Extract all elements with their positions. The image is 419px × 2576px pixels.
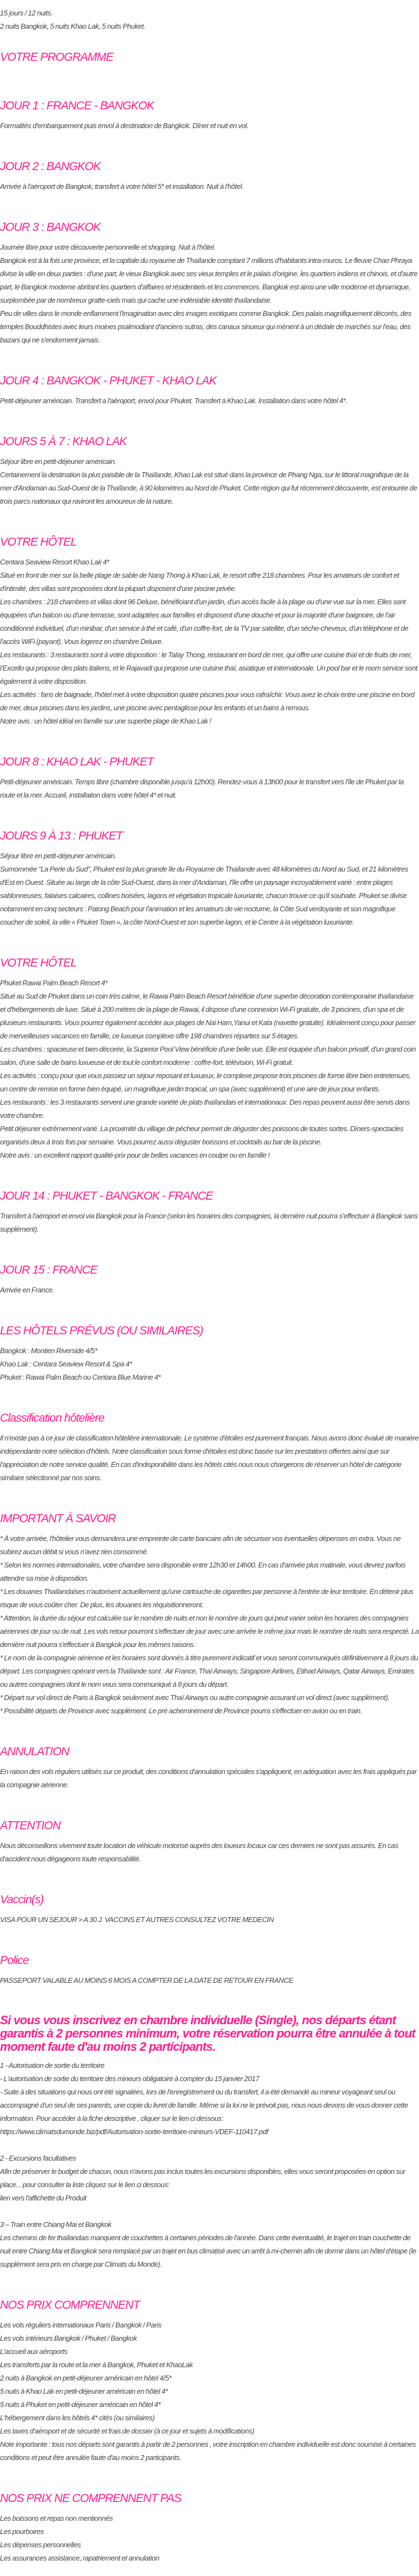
section-heading: IMPORTANT À SAVOIR: [0, 1512, 116, 1525]
section-paragraph: Les chambres : spacieuse et bien décorée, la Superior Pool View bénéficie d'une belle vue. Elle est équipée d'un balcon privatif, d'un grand coin salon, d'une salle de bains luxueuse et de tout le confort moderne : coffre-fort, télévision, Wi-Fi gratuit.: [0, 1045, 416, 1067]
paragraph-spacer: [0, 2205, 419, 2218]
section-heading: JOUR 1 : FRANCE - BANGKOK: [0, 99, 154, 112]
program-section: [0, 1744, 419, 1792]
section-heading: JOURS 9 À 13 : PHUKET: [0, 830, 123, 842]
program-section: [0, 2491, 419, 2565]
section-paragraph: Les assurances assistance, rapatriement et annulation: [0, 2554, 159, 2562]
section-paragraph: En raison des vols réguliers utilisés sur ce produit, des conditions d'annulation spéciales s'appliquent, en adéquation avec les frais appliqués par la compagnie aérienne.: [0, 1767, 417, 1789]
section-paragraph: Les activités : conçu pour que vous passiez un séjour reposant et luxueux, le complexe propose trois piscines de forme libre bien entretenues, un centre de remise en forme bien équipé, un magnifique jardin tropical, un spa (avec supplément) et une aire de jeux pour enfants.: [0, 1071, 411, 1093]
section-paragraph: Notre avis : un excellent rapport qualité-prix pour de belles vacances en coulpe ou en famille !: [0, 1151, 270, 1159]
section-paragraph: Bangkok : Montien Riverside 4/5*: [0, 1347, 97, 1355]
trip-duration: 15 jours / 12 nuits.: [0, 9, 53, 17]
section-paragraph: L'accueil aux aéroports: [0, 2347, 67, 2356]
section-paragraph: Peu de villes dans le monde enflamment l'imagination avec des images exotiques comme Bangkok. Des palais magnifiquement décorés, des temples Bouddhistes avec leurs moines psalmodiant d'anciens sutras, des canaux sinueux qui mènent à un dédale de marchés sur l'eau, des bazars qui ne s'endorment jamais.: [0, 309, 412, 344]
section-paragraph: 5 nuits à Khao Lak en petit-déjeuner américain en hôtel 4*: [0, 2387, 168, 2395]
trip-summary: [0, 7, 419, 33]
program-section: [0, 1511, 419, 1718]
section-heading: ATTENTION: [0, 1819, 61, 1832]
section-paragraph: - Suite à des situations qui nous ont été signalées, lors de l'enregistrement ou du transfert, il a été demandé au mineur voyageant seul ou accompagné d'un seul de ses parents, une copie du livret de famille. Même si la loi ne le prévoit pas, nous nous devons de vous donner cette information. Pour accéder à la fiche descriptive , cliquer sur le lien ci dessous:: [0, 2088, 408, 2123]
program-section: [0, 1189, 419, 1236]
section-paragraph: VISA POUR UN SEJOUR > A 30 J. VACCINS ET AUTRES CONSULTEZ VOTRE MEDECIN: [0, 1915, 274, 1924]
section-paragraph: Arrivée en France.: [0, 1286, 54, 1294]
section-heading: JOUR 15 : FRANCE: [0, 1264, 97, 1276]
section-paragraph: Note importante : tous nos départs sont garantis à partir de 2 personnes , votre inscription en chambre individuelle est donc soumise à certaines conditions et peut être annulée faute d'au moins 2 participants.: [0, 2440, 416, 2462]
program-section: [0, 1411, 419, 1485]
document-link[interactable]: https://www.climatsdumonde.biz/pdf/Autorisation-sortie-territoire-mineurs-VDEF-110417.pdf: [0, 2128, 268, 2136]
section-heading: Classification hôtelière: [0, 1412, 104, 1424]
section-paragraph: * Départ sur vol direct de Paris à Bangkok seulement avec Thaï Airways ou autre compagnie assurant un vol direct (avec supplément).: [0, 1693, 390, 1702]
program-section: [0, 98, 419, 133]
section-heading: VOTRE HÔTEL: [0, 957, 77, 969]
trip-nights: 2 nuits Bangkok, 5 nuits Khao Lak, 5 nuits Phuket.: [0, 22, 145, 30]
section-paragraph: Notre avis : un hôtel idéal en famille sur une superbe plage de Khao Lak !: [0, 717, 211, 725]
section-paragraph: - L'autorisation de sortie du territoire des mineurs obligatoire à compter du 15 janvier 2017: [0, 2074, 259, 2083]
section-paragraph: * Possibilité départs de Province avec supplément. Le pré acheminement de Province pourra s'effectuer en avion ou en train.: [0, 1707, 362, 1715]
program-section: [0, 828, 419, 929]
section-heading: JOURS 5 À 7 : KHAO LAK: [0, 435, 127, 448]
section-paragraph: Les boissons et repas non mentionnés: [0, 2514, 113, 2522]
section-paragraph: Afin de préserver le budget de chacun, nous n'avons pas inclus toutes les excursions disponibles, elles vous seront proposées en option sur place... pour consulter la liste cliquez sur le lien ci dessous:: [0, 2167, 406, 2189]
section-paragraph: Phuket Rawai Palm Beach Resort 4*: [0, 979, 108, 987]
program-sections: [0, 98, 419, 2565]
section-paragraph: Séjour libre en petit-déjeuner américain.: [0, 457, 117, 466]
section-heading: ANNULATION: [0, 1745, 69, 1758]
section-paragraph: Petit-déjeuner américain. Temps libre (chambre disponible jusqu'à 12h00). Rendez-vous à 13h00 pour le transfert vers l'île de Phuket par la route et la mer. Accueil, installation dans votre hôtel 4* et nuit.: [0, 778, 404, 799]
section-paragraph: Centara Seaview Resort Khao Lak 4*: [0, 558, 109, 566]
link-paragraph: [0, 2125, 419, 2139]
section-paragraph: Les transferts par la route et la mer à Bangkok, Phuket et KhaoLak: [0, 2361, 193, 2369]
section-paragraph: L'hébergement dans les hôtels 4* cités (ou similaires): [0, 2414, 155, 2422]
program-section: [0, 2014, 419, 2271]
section-paragraph: * Le nom de la compagnie aérienne et les horaires sont donnés à titre purement indicatif et vous seront communiqués définitivement à 8 jours du départ. Les compagnies opérant vers la Thaïlande sont : Air France, Thaï Airways, Singapore Airlines, Etihad Airways, Qatar Airways, Emirates ou autres compagnies dont le nom vous sera communiqué à 8 jours du départ.: [0, 1654, 418, 1688]
section-heading: JOUR 14 : PHUKET - BANGKOK - FRANCE: [0, 1190, 213, 1202]
section-paragraph: Petit déjeuner extrêmement varié. La proximité du village de pécheur permet de déguster des poissons de toutes sortes. Dïners-spectacles organisés deux à trois fois par semaine. Vous pourrez aussi déguster boissons et cocktails au bar de la piscine.: [0, 1125, 404, 1146]
section-paragraph: Situé au Sud de Phuket dans un coin très calme, le Rawai Palm Beach Resort bénéficie d'une superbe décoration contemporaine thaïlandaise et d'hébergements de luxe. Situé à 200 mètres de la plage de Rawai, il dispose d'une connexion Wi-Fi gratuite, de 3 piscines, d'un spa et de plusieurs restaurants. Vous pourrez également accéder aux plages de Nai Harn,Yanui et Kata (navette gratuite). Idéalement conçu pour passer de merveilleuses vacances en famille, ce luxueux complexe offre 198 chambres réparties sur 5 étages.: [0, 992, 416, 1040]
program-section: [0, 1263, 419, 1297]
paragraph-spacer: [0, 2139, 419, 2152]
program-section: [0, 1818, 419, 1866]
section-paragraph: 3 – Train entre Chiang Mai et Bangkok: [0, 2220, 112, 2229]
section-paragraph: Les vols intérieurs Bangkok / Phuket / Bangkok: [0, 2334, 137, 2342]
section-paragraph: * Les douanes Thaïlandaises n'autorisent actuellement qu'une cartouche de cigarettes par personne à l'entrée de leur territoire. En détenir plus risque de vous coûter cher. De plus, les douanes les réquisitionneront.: [0, 1587, 413, 1609]
program-title: VOTRE PROGRAMME: [0, 51, 113, 64]
section-paragraph: 2 nuits à Bangkok en petit-déjeuner américain en hôtel 4/5*: [0, 2374, 172, 2382]
section-paragraph: Les dépenses personnelles: [0, 2541, 81, 2549]
program-section: [0, 220, 419, 347]
section-paragraph: Petit-déjeuner américain. Transfert a l'aéroport, envol pour Phuket. Transfert à Khao Lak. Installation dans votre hôtel 4*.: [0, 397, 348, 405]
section-heading: JOUR 8 : KHAO LAK - PHUKET: [0, 756, 154, 768]
program-section: [0, 373, 419, 408]
section-heading: Si vous vous inscrivez en chambre individuelle (Single), nos départs étant garantis à 2 personnes minimum, votre réservation pourra être annulée à tout moment faute d'au moins 2 participants.: [0, 2013, 415, 2054]
program-section: [0, 434, 419, 508]
section-paragraph: Phuket : Rawai Palm Beach ou Centara Blue Marine 4*: [0, 1373, 161, 1381]
section-paragraph: Situé en front de mer sur la belle plage de sable de Nang Thong à Khao Lak, le resort offre 218 chambres. Pour les amateurs de confort et d'intimité, des villas sont proposées dont la plupart disposent d'une piscine privée.: [0, 571, 399, 593]
section-paragraph: Certainement la destination la plus paisible de la Thaïlande, Khao Lak est situé dans la province de Phang Nga, sur le littoral magnifique de la mer d'Andaman au Sud-Ouest de la Thaïlande, à 90 kilomètres au Nord de Phuket. Cette région qui fut récemment découverte, est entourée de trois parcs nationaux qui raviront les amoureux de la nature.: [0, 471, 417, 505]
section-paragraph: Les chambres : 218 chambres et villas dont 96 Deluxe, bénéficiant d'un jardin, d'un accès facile à la plage ou d'une vue sur la mer. Elles sont équipées d'un balcon ou d'une terrasse, sont adaptées aux familles et disposent d'une douche et pour la majorité d'une baignoire, de l'air conditionné individuel, d'un minibar, d'un service à thé et café, d'un coffre-fort, de la TV par satellite, d'un sèche-cheveux, d'un téléphone et de l'accès WiFi (payant). Vous logerez en chambre Deluxe.: [0, 598, 408, 646]
section-paragraph: Transfert à l'aéroport et envol via Bangkok pour la France (selon les horaires des compagnies, la dernière nuit pourra s'effectuer à Bangkok sans supplément).: [0, 1212, 418, 1233]
section-heading: Police: [0, 1954, 29, 1967]
program-section: [0, 754, 419, 802]
section-paragraph: * À votre arrivée, l'hôtelier vous demandera une empreinte de carte bancaire afin de sécuriser vos éventuelles dépenses en extra. Vous ne subirez aucun débit si vous n'avez rien consommé.: [0, 1534, 401, 1556]
program-section: [0, 1892, 419, 1926]
section-paragraph: Les restaurants : les 3 restaurants servent une grande variété de plats thaïlandais et internationaux. Des repas peuvent aussi être servis dans votre chambre.: [0, 1098, 410, 1120]
program-section: [0, 535, 419, 728]
section-paragraph: Nous déconseillons vivement toute location de véhicule motorisé auprès des loueurs locaux car ces derniers ne sont pas assurés. En cas d'accident nous dégageons toute responsabilité.: [0, 1841, 399, 1863]
link-paragraph: [0, 2192, 419, 2205]
section-paragraph: 5 nuits à Phuket en petit-déjeuner américain en hôtel 4*: [0, 2400, 161, 2409]
section-heading: NOS PRIX NE COMPRENNENT PAS: [0, 2492, 181, 2505]
section-paragraph: Les taxes d'aéroport et de sécurité et frais de dossier (à ce jour et sujets à modifications): [0, 2427, 254, 2435]
section-paragraph: Il n'existe pas à ce jour de classification hôtelière internationale. Le système d'étoiles est purement français. Nous avons donc évalué de manière indépendante notre sélection d'hôtels. Notre classification sous forme d'étoiles est donc basée sur les prestations offertes ainsi que sur l'appréciation de notre service qualité. En cas d'indisponibilité dans les hôtels cités nous nous chargerons de réserver un hôtel de catégorie similaire sélectionné par nos soins.: [0, 1434, 419, 1482]
section-heading: JOUR 2 : BANGKOK: [0, 160, 101, 173]
section-heading: LES HÔTELS PRÉVUS (OU SIMILAIRES): [0, 1324, 203, 1337]
section-paragraph: Les restaurants : 3 restaurants sont à votre disposition : le Talay Thong, restaurant en bord de mer, qui offre une cuisine thaï et de fruits de mer, l'Excello qui propose des plats italiens, et le Rajavadi qui propose une cuisine thaï, asiatique et internationale. Un pool bar et le room service sont également à votre disposition.: [0, 651, 418, 685]
program-section: [0, 956, 419, 1162]
section-paragraph: Bangkok est à la fois une province, et la capitale du royaume de Thaïlande comptant 7 millions d'habitants intra-muros. Le fleuve Chao Phraya divise la ville en deux parties : d'une part, le vieux Bangkok avec ses vieux temples et le palais d'origine, les quartiers indiens et chinois, et d'autre part, le Bangkok moderne abritant les quartiers d'affaires et résidentiels et les commerces. Bangkok est ainsi une ville moderne et dynamique, surplombée par de nombreux gratte-ciels mais qui cache une indéniable identité thaïlandaise.: [0, 256, 418, 304]
section-paragraph: Formalités d'embarquement puis envol à destination de Bangkok. Dîner et nuit en vol.: [0, 122, 249, 130]
program-section: [0, 1323, 419, 1384]
program-section: [0, 1953, 419, 1987]
section-heading: Vaccin(s): [0, 1893, 44, 1906]
section-paragraph: Les pourboires: [0, 2527, 44, 2536]
section-paragraph: 1 - Autorisation de sortie du territoire: [0, 2061, 104, 2070]
section-heading: NOS PRIX COMPRENNENT: [0, 2299, 140, 2311]
section-paragraph: * Attention, la durée du séjour est calculée sur le nombre de nuits et non le nombre de jours qui peut varier selon les horaires des compagnies aériennes de jour ou de nuit. Les vols retour pourront s'effectuer de jour avec une arrivée le même jour mais le nombre de nuits sera respecté. La dernière nuit pourra s'effectuer à Bangkok pour les mêmes raisons.: [0, 1614, 419, 1649]
section-paragraph: * Selon les normes internationales, votre chambre sera disponible entre 12h30 et 14h00. En cas d'arrivée plus matinale, vous devrez parfois attendre sa mise à disposition.: [0, 1561, 406, 1582]
section-paragraph: 2 - Excursions facultatives: [0, 2154, 76, 2162]
section-heading: JOUR 4 : BANGKOK - PHUKET - KHAO LAK: [0, 374, 217, 387]
section-paragraph: Les chemins de fer thaïlandais manquent de couchettes à certaines périodes de l'année. Dans cette éventualité, le trajet en train couchette de nuit entre Chiang Mai et Bangkok sera remplacé par un trajet en bus climatisé avec un arrêt à mi-chemin afin de dormir dans un hôtel d'étape (le supplément sera pris en charge par Climats du Monde).: [0, 2234, 416, 2268]
program-section: [0, 2298, 419, 2464]
section-heading: VOTRE HÔTEL: [0, 536, 77, 548]
section-heading: JOUR 3 : BANGKOK: [0, 221, 101, 234]
section-paragraph: Journée libre pour votre découverte personnelle et shopping. Nuit à l'hôtel.: [0, 243, 216, 251]
section-paragraph: Les activités : fans de baignade, l'hôtel met à votre disposition quatre piscines pour vous rafraîchir. Vous avez le choix entre une piscine en bord de mer, deux piscines dans les jardins, une piscine avec pentaglisse pour les enfants et un bains à remous.: [0, 690, 415, 712]
section-paragraph: Séjour libre en petit-déjeuner américain.: [0, 852, 117, 860]
section-paragraph: Surnommée "La Perle du Sud", Phuket est la plus grande île du Royaume de Thaïlande avec 48 kilomètres du Nord au Sud, et 21 kilomètres d'Est en Ouest. Située au large de la côte Sud-Ouest, dans la mer d'Andaman, l'île offre un paysage incroyablement varié : entre plages sablonneuses, falaises calcaires, collines boisées, lagons et végétation tropicale luxuriante, chacun trouve ce qu'il souhaite. Phuket se divise notamment en cinq secteurs : Patong Beach pour l'animation et les amateurs de vie nocturne, la Côte Sud verdoyante et son magnifique coucher de soleil, la ville « Phuket Town », la côte Nord-Ouest et son superbe lagon, et le Centre à la végétation luxuriante.: [0, 865, 408, 926]
section-paragraph: Les vols réguliers internationaux Paris / Bangkok / Paris: [0, 2321, 161, 2329]
section-paragraph: Arrivée à l'aéroport de Bangkok, transfert à votre hôtel 5* et installation. Nuit à l'hôtel.: [0, 182, 244, 191]
document-link[interactable]: lien vers l'affichette du Produit: [0, 2194, 87, 2202]
section-paragraph: PASSEPORT VALABLE AU MOINS 6 MOIS A COMPTER DE LA DATE DE RETOUR EN FRANCE: [0, 1976, 294, 1984]
program-section: [0, 159, 419, 193]
section-paragraph: Khao Lak : Centara Seaview Resort & Spa 4*: [0, 1360, 132, 1368]
